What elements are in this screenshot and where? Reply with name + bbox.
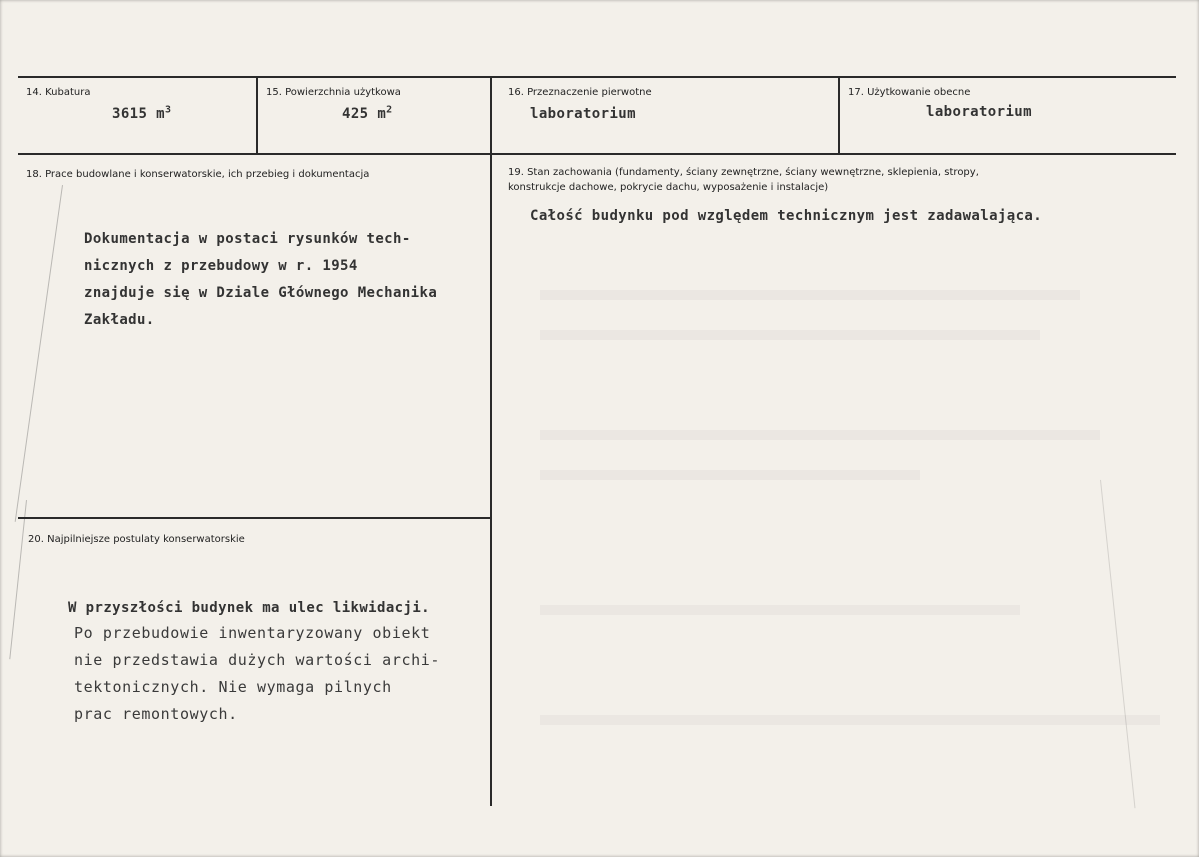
field-20-line: tektonicznych. Nie wymaga pilnych (74, 678, 392, 696)
field-14-value (112, 106, 171, 122)
field-20-line: nie przedstawia dużych wartości archi- (74, 651, 440, 669)
field-20-text (74, 620, 440, 728)
show-through-mark (540, 715, 1160, 725)
field-18-line: znajduje się w Dziale Głównego Mechanika (84, 285, 438, 301)
row-rule-1 (18, 153, 1176, 155)
field-20-first-line: W przyszłości budynek ma ulec likwidacji. (68, 600, 430, 616)
field-19-label-line-1: 19. Stan zachowania (fundamenty, ściany zewnętrzne, ściany wewnętrzne, sklepienia, stropy, (508, 167, 979, 178)
field-14-exponent: 3 (164, 104, 172, 116)
field-15-value (342, 106, 393, 122)
field-20-line: prac remontowych. (74, 705, 238, 723)
show-through-mark (540, 605, 1020, 615)
field-16-label: 16. Przeznaczenie pierwotne (508, 87, 652, 98)
show-through-mark (540, 470, 920, 480)
field-15-exponent: 2 (386, 104, 393, 116)
pencil-mark (15, 185, 63, 522)
field-20-label: 20. Najpilniejsze postulaty konserwatorskie (28, 534, 245, 545)
field-18-line: Dokumentacja w postaci rysunków tech- (84, 231, 411, 247)
field-14-label: 14. Kubatura (26, 87, 91, 98)
field-20-line: Po przebudowie inwentaryzowany obiekt (74, 624, 431, 642)
field-14-number: 3615 m (112, 106, 165, 122)
col-divider-14-15 (256, 78, 258, 153)
show-through-mark (540, 290, 1080, 300)
pencil-mark (9, 500, 27, 659)
row-rule-2 (18, 517, 490, 519)
field-18-text (84, 226, 437, 334)
field-19-value: Całość budynku pod względem technicznym jest zadawalająca. (530, 208, 1043, 224)
field-15-label: 15. Powierzchnia użytkowa (266, 87, 401, 98)
field-17-value: laboratorium (926, 104, 1032, 120)
field-17-label: 17. Użytkowanie obecne (848, 87, 971, 98)
field-19-label-line-2: konstrukcje dachowe, pokrycie dachu, wyposażenie i instalacje) (508, 182, 829, 193)
field-18-line: nicznych z przebudowy w r. 1954 (84, 258, 358, 274)
show-through-mark (540, 430, 1100, 440)
pencil-mark (1100, 480, 1135, 808)
top-rule (18, 76, 1176, 78)
field-18-label: 18. Prace budowlane i konserwatorskie, ich przebieg i dokumentacja (26, 169, 370, 180)
field-18-line: Zakładu. (84, 312, 155, 328)
field-16-value: laboratorium (530, 106, 636, 122)
show-through-mark (540, 330, 1040, 340)
field-15-number: 425 m (342, 106, 387, 122)
col-divider-main (490, 78, 492, 806)
col-divider-16-17 (838, 78, 840, 153)
